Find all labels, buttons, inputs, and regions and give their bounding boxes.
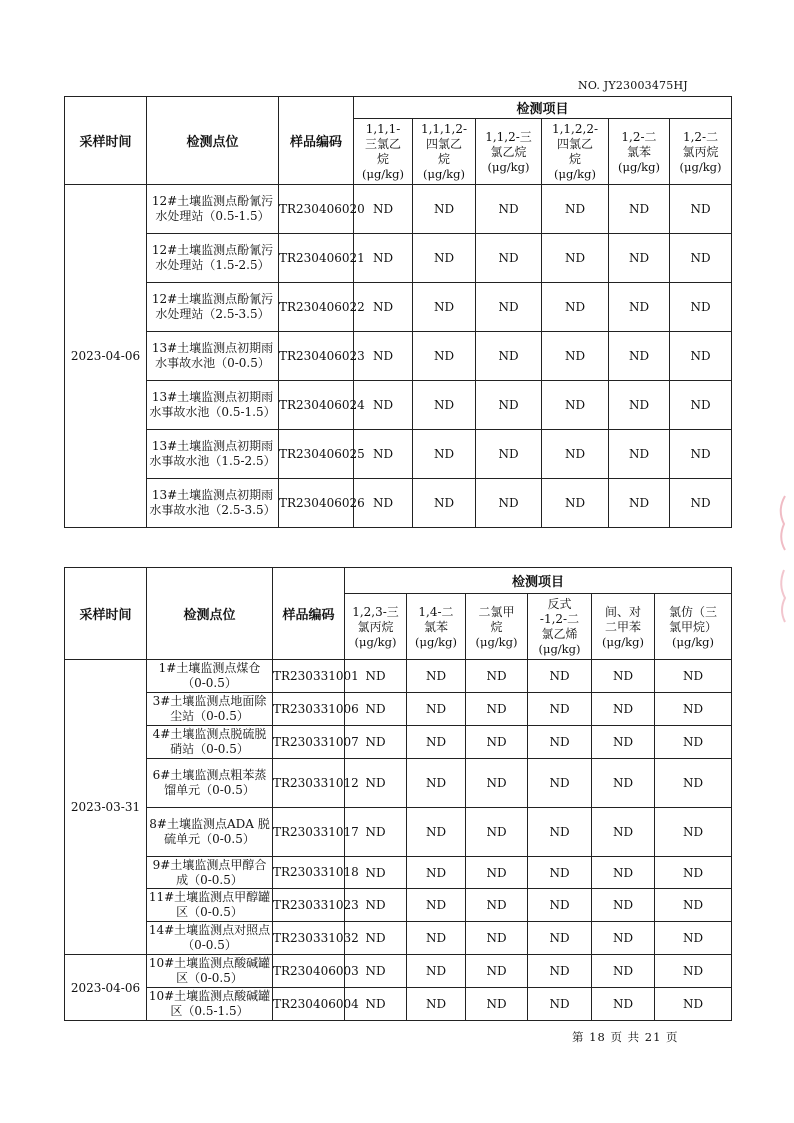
sampling-point: 10#土壤监测点酸碱罐区（0-0.5） (147, 955, 273, 988)
item-header (354, 119, 413, 185)
sample-code: TR230331023 (273, 889, 345, 922)
result-value: ND (466, 726, 528, 759)
item-name: 1,1,1,2- 四氯乙 烷 (420, 122, 468, 166)
page-number: 第 18 页 共 21 页 (572, 1030, 679, 1044)
item-header (466, 594, 528, 660)
result-value: ND (592, 808, 655, 857)
result-value: ND (609, 283, 670, 332)
result-value: ND (476, 234, 542, 283)
result-value: ND (466, 955, 528, 988)
sampling-date: 2023-04-06 (65, 955, 147, 1021)
result-value: ND (542, 479, 609, 528)
item-header (528, 594, 592, 660)
result-value: ND (592, 889, 655, 922)
col-header-sampling-time: 采样时间 (65, 568, 147, 660)
result-value: ND (655, 660, 732, 693)
result-value: ND (407, 660, 466, 693)
result-value: ND (407, 808, 466, 857)
table-row (65, 283, 732, 332)
table-row (65, 660, 732, 693)
result-value: ND (476, 381, 542, 430)
table-row (65, 479, 732, 528)
result-value: ND (345, 726, 407, 759)
result-value: ND (413, 234, 476, 283)
sampling-point: 10#土壤监测点酸碱罐区（0.5-1.5） (147, 988, 273, 1021)
sample-code: TR230406004 (273, 988, 345, 1021)
result-value: ND (609, 185, 670, 234)
result-value: ND (407, 726, 466, 759)
result-value: ND (407, 922, 466, 955)
sampling-point: 14#土壤监测点对照点（0-0.5） (147, 922, 273, 955)
result-value: ND (609, 479, 670, 528)
result-value: ND (592, 759, 655, 808)
item-unit: (μg/kg) (422, 167, 465, 181)
result-value: ND (345, 693, 407, 726)
result-value: ND (345, 889, 407, 922)
result-value: ND (592, 693, 655, 726)
sampling-point: 12#土壤监测点酚氰污水处理站（0.5-1.5） (147, 185, 279, 234)
result-value: ND (592, 857, 655, 889)
sampling-point: 6#土壤监测点粗苯蒸馏单元（0-0.5） (147, 759, 273, 808)
sampling-point: 11#土壤监测点甲醇罐区（0-0.5） (147, 889, 273, 922)
result-value: ND (655, 759, 732, 808)
result-value: ND (609, 430, 670, 479)
item-name: 1,1,2,2- 四氯乙 烷 (551, 122, 599, 166)
sampling-date: 2023-03-31 (65, 660, 147, 955)
item-header (670, 119, 732, 185)
sample-code: TR230406024 (279, 381, 354, 430)
result-value: ND (609, 234, 670, 283)
sampling-point: 12#土壤监测点酚氰污水处理站（1.5-2.5） (147, 234, 279, 283)
sample-code: TR230406021 (279, 234, 354, 283)
result-value: ND (345, 808, 407, 857)
result-value: ND (354, 479, 413, 528)
sampling-point: 8#土壤监测点ADA 脱硫单元（0-0.5） (147, 808, 273, 857)
result-value: ND (354, 185, 413, 234)
result-value: ND (407, 988, 466, 1021)
result-value: ND (413, 332, 476, 381)
col-header-sample-code: 样品编码 (273, 568, 345, 660)
col-header-test-items: 检测项目 (354, 97, 732, 119)
item-header (476, 119, 542, 185)
table-row (65, 726, 732, 759)
result-value: ND (655, 889, 732, 922)
item-name: 二氯甲 烷 (478, 604, 515, 634)
sample-code: TR230331007 (273, 726, 345, 759)
sample-code: TR230406025 (279, 430, 354, 479)
sampling-point: 4#土壤监测点脱硫脱硝站（0-0.5） (147, 726, 273, 759)
table-row (65, 857, 732, 889)
item-unit: (μg/kg) (672, 634, 715, 649)
item-unit: (μg/kg) (354, 634, 397, 649)
item-header (407, 594, 466, 660)
result-value: ND (528, 955, 592, 988)
result-value: ND (354, 332, 413, 381)
sample-code: TR230331001 (273, 660, 345, 693)
result-value: ND (345, 660, 407, 693)
item-unit: (μg/kg) (617, 159, 660, 174)
result-value: ND (528, 759, 592, 808)
col-header-sampling-time: 采样时间 (65, 97, 147, 185)
sampling-point: 13#土壤监测点初期雨水事故水池（2.5-3.5） (147, 479, 279, 528)
item-header (345, 594, 407, 660)
item-name: 反式 -1,2-二 氯乙烯 (539, 597, 580, 641)
result-value: ND (476, 479, 542, 528)
result-value: ND (345, 955, 407, 988)
item-name: 1,2-二 氯丙烷 (682, 129, 719, 159)
item-header (413, 119, 476, 185)
item-name: 1,2,3-三 氯丙烷 (352, 604, 399, 634)
result-value: ND (592, 988, 655, 1021)
results-table-1 (64, 96, 732, 528)
result-value: ND (655, 857, 732, 889)
result-value: ND (528, 808, 592, 857)
sample-code: TR230406020 (279, 185, 354, 234)
item-unit: (μg/kg) (553, 167, 596, 181)
table-row (65, 430, 732, 479)
result-value: ND (528, 889, 592, 922)
sampling-point: 13#土壤监测点初期雨水事故水池（1.5-2.5） (147, 430, 279, 479)
sample-code: TR230331017 (273, 808, 345, 857)
item-name: 1,1,2-三 氯乙烷 (485, 129, 532, 159)
sample-code: TR230406026 (279, 479, 354, 528)
sample-code: TR230331012 (273, 759, 345, 808)
table-row (65, 889, 732, 922)
result-value: ND (542, 234, 609, 283)
result-value: ND (592, 660, 655, 693)
result-value: ND (407, 693, 466, 726)
result-value: ND (466, 808, 528, 857)
sample-code: TR230331032 (273, 922, 345, 955)
result-value: ND (528, 857, 592, 889)
result-value: ND (413, 479, 476, 528)
result-value: ND (670, 185, 732, 234)
item-unit: (μg/kg) (414, 634, 457, 649)
sampling-point: 13#土壤监测点初期雨水事故水池（0.5-1.5） (147, 381, 279, 430)
sampling-point: 13#土壤监测点初期雨水事故水池（0-0.5） (147, 332, 279, 381)
item-header (542, 119, 609, 185)
sampling-point: 3#土壤监测点地面除尘站（0-0.5） (147, 693, 273, 726)
table-row (65, 955, 732, 988)
result-value: ND (670, 283, 732, 332)
table-row (65, 185, 732, 234)
result-value: ND (407, 889, 466, 922)
results-table-2 (64, 567, 732, 1021)
result-value: ND (466, 660, 528, 693)
table-row (65, 234, 732, 283)
result-value: ND (655, 726, 732, 759)
item-unit: (μg/kg) (679, 159, 722, 174)
result-value: ND (592, 922, 655, 955)
result-value: ND (413, 283, 476, 332)
result-value: ND (466, 922, 528, 955)
item-header (592, 594, 655, 660)
result-value: ND (345, 857, 407, 889)
col-header-sampling-point: 检测点位 (147, 97, 279, 185)
item-header (609, 119, 670, 185)
result-value: ND (528, 660, 592, 693)
result-value: ND (592, 726, 655, 759)
result-value: ND (528, 726, 592, 759)
result-value: ND (413, 185, 476, 234)
col-header-sample-code: 样品编码 (279, 97, 354, 185)
sample-code: TR230406003 (273, 955, 345, 988)
sample-code: TR230331018 (273, 857, 345, 889)
result-value: ND (345, 759, 407, 808)
sample-code: TR230331006 (273, 693, 345, 726)
item-name: 1,1,1- 三氯乙 烷 (364, 122, 401, 166)
result-value: ND (528, 988, 592, 1021)
result-value: ND (413, 381, 476, 430)
sampling-point: 9#土壤监测点甲醇合成（0-0.5） (147, 857, 273, 889)
result-value: ND (655, 808, 732, 857)
sampling-date: 2023-04-06 (65, 185, 147, 528)
result-value: ND (670, 381, 732, 430)
result-value: ND (542, 381, 609, 430)
result-value: ND (609, 332, 670, 381)
table-row (65, 922, 732, 955)
result-value: ND (670, 234, 732, 283)
item-header (655, 594, 732, 660)
table-row (65, 693, 732, 726)
result-value: ND (542, 430, 609, 479)
item-name: 氯仿（三 氯甲烷） (669, 604, 718, 634)
item-unit: (μg/kg) (538, 642, 581, 656)
item-unit: (μg/kg) (487, 159, 530, 174)
table-row (65, 332, 732, 381)
item-name: 间、对 二甲苯 (604, 604, 641, 634)
result-value: ND (655, 955, 732, 988)
result-value: ND (528, 693, 592, 726)
result-value: ND (466, 857, 528, 889)
table-row (65, 759, 732, 808)
sampling-point: 1#土壤监测点煤仓（0-0.5） (147, 660, 273, 693)
result-value: ND (354, 234, 413, 283)
result-value: ND (345, 988, 407, 1021)
result-value: ND (592, 955, 655, 988)
result-value: ND (407, 857, 466, 889)
result-value: ND (466, 988, 528, 1021)
item-unit: (μg/kg) (361, 167, 404, 181)
result-value: ND (655, 988, 732, 1021)
seal-stamp-edge (775, 490, 789, 630)
item-unit: (μg/kg) (601, 634, 644, 649)
table-row (65, 808, 732, 857)
result-value: ND (476, 430, 542, 479)
col-header-sampling-point: 检测点位 (147, 568, 273, 660)
sample-code: TR230406022 (279, 283, 354, 332)
sample-code: TR230406023 (279, 332, 354, 381)
result-value: ND (655, 693, 732, 726)
sampling-point: 12#土壤监测点酚氰污水处理站（2.5-3.5） (147, 283, 279, 332)
result-value: ND (407, 955, 466, 988)
result-value: ND (670, 332, 732, 381)
item-name: 1,4-二 氯苯 (418, 604, 454, 634)
result-value: ND (354, 430, 413, 479)
col-header-test-items: 检测项目 (345, 568, 732, 594)
result-value: ND (354, 381, 413, 430)
result-value: ND (476, 283, 542, 332)
result-value: ND (413, 430, 476, 479)
document-number: NO. JY23003475HJ (578, 79, 688, 92)
result-value: ND (542, 283, 609, 332)
result-value: ND (609, 381, 670, 430)
result-value: ND (528, 922, 592, 955)
result-value: ND (670, 430, 732, 479)
result-value: ND (466, 889, 528, 922)
result-value: ND (407, 759, 466, 808)
result-value: ND (542, 332, 609, 381)
result-value: ND (655, 922, 732, 955)
table-row (65, 988, 732, 1021)
result-value: ND (354, 283, 413, 332)
item-unit: (μg/kg) (475, 634, 518, 649)
result-value: ND (466, 759, 528, 808)
result-value: ND (476, 332, 542, 381)
table-row (65, 381, 732, 430)
item-name: 1,2-二 氯苯 (621, 129, 657, 159)
result-value: ND (466, 693, 528, 726)
result-value: ND (670, 479, 732, 528)
result-value: ND (476, 185, 542, 234)
result-value: ND (542, 185, 609, 234)
result-value: ND (345, 922, 407, 955)
